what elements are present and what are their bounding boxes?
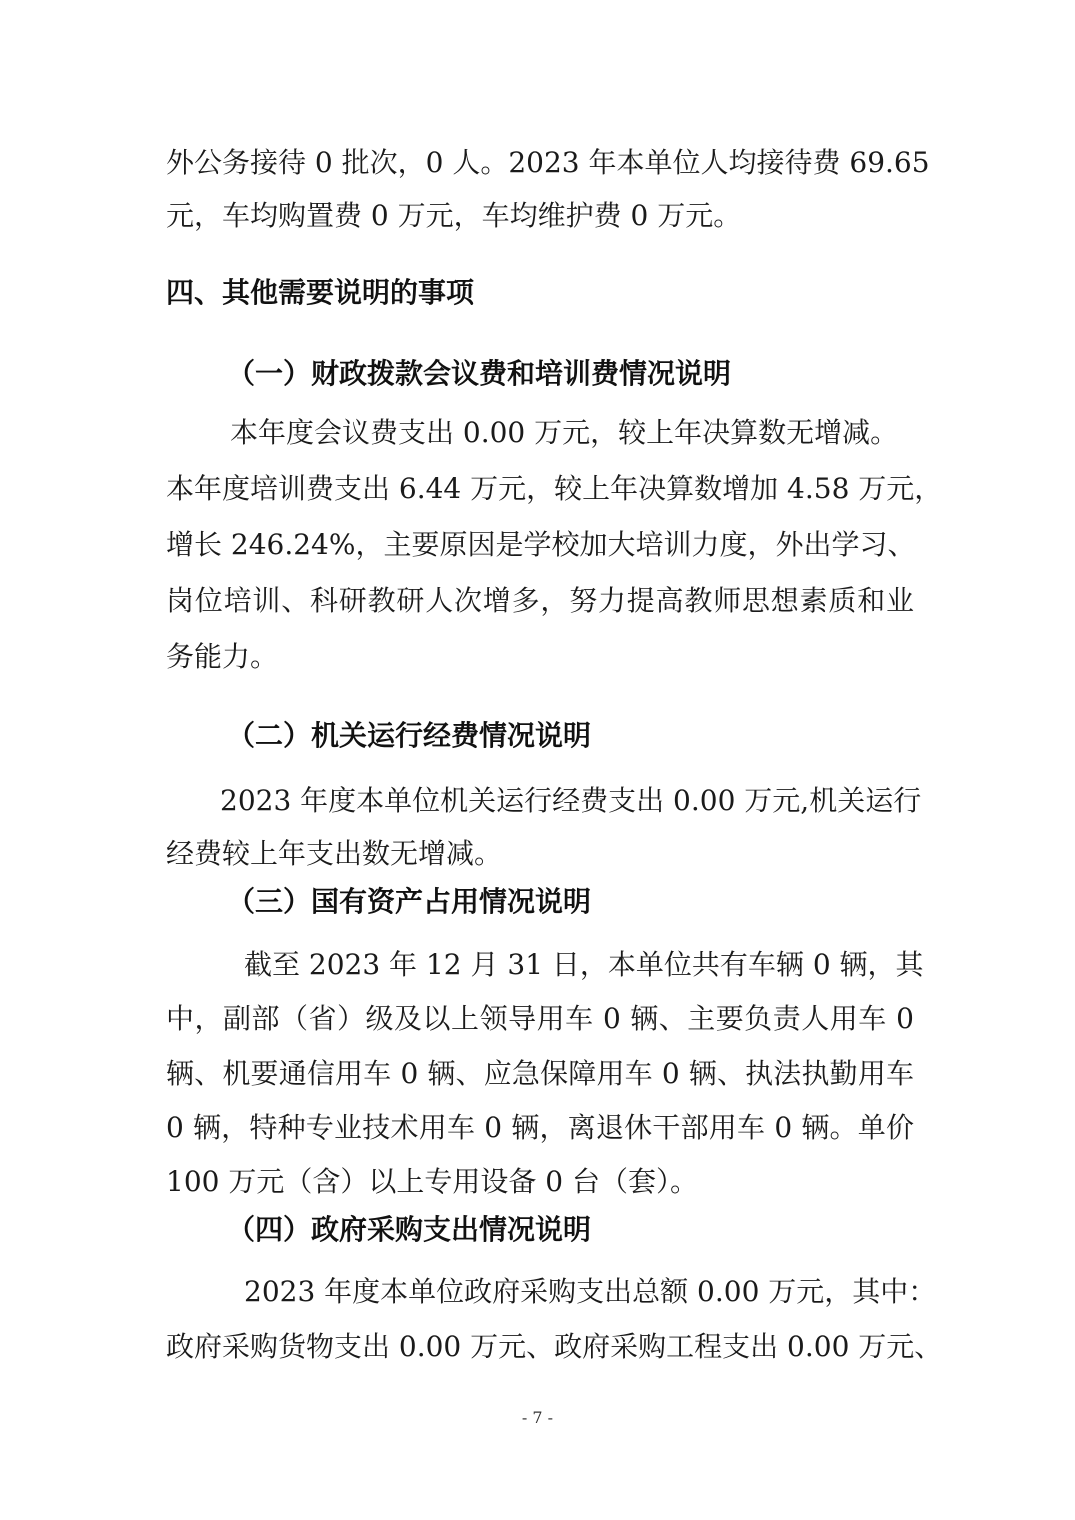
body-text-line: 经费较上年支出数无增减。 — [166, 837, 503, 870]
body-text-line: 政府采购货物支出 0.00 万元、政府采购工程支出 0.00 万元、 — [166, 1330, 943, 1363]
body-text-line: 本年度会议费支出 0.00 万元，较上年决算数无增减。 — [230, 416, 899, 449]
page-number: - 7 - — [521, 1408, 554, 1427]
body-text-line: 中，副部（省）级及以上领导用车 0 辆、主要负责人用车 0 — [166, 1002, 914, 1035]
body-text-line: 增长 246.24%，主要原因是学校加大培训力度，外出学习、 — [166, 528, 916, 561]
body-text-line: 元，车均购置费 0 万元，车均维护费 0 万元。 — [166, 199, 742, 232]
body-text-line: 截至 2023 年 12 月 31 日，本单位共有车辆 0 辆，其 — [244, 948, 924, 981]
body-text-line: 2023 年度本单位机关运行经费支出 0.00 万元,机关运行 — [220, 784, 922, 817]
subsection-heading: （四）政府采购支出情况说明 — [227, 1213, 592, 1246]
subsection-heading: （二）机关运行经费情况说明 — [227, 719, 592, 752]
body-text-line: 0 辆，特种专业技术用车 0 辆，离退休干部用车 0 辆。单价 — [166, 1111, 914, 1144]
section-heading: 四、其他需要说明的事项 — [166, 276, 475, 309]
body-text-line: 务能力。 — [166, 640, 279, 673]
body-text-line: 100 万元（含）以上专用设备 0 台（套）。 — [166, 1165, 698, 1198]
body-text-line: 岗位培训、科研教研人次增多，努力提高教师思想素质和业 — [166, 584, 914, 617]
body-text-line: 辆、机要通信用车 0 辆、应急保障用车 0 辆、执法执勤用车 — [166, 1057, 914, 1090]
body-text-line: 本年度培训费支出 6.44 万元，较上年决算数增加 4.58 万元， — [166, 472, 943, 505]
subsection-heading: （一）财政拨款会议费和培训费情况说明 — [227, 357, 732, 390]
body-text-line: 2023 年度本单位政府采购支出总额 0.00 万元，其中： — [244, 1275, 937, 1308]
body-text-line: 外公务接待 0 批次，0 人。2023 年本单位人均接待费 69.65 — [166, 146, 930, 179]
subsection-heading: （三）国有资产占用情况说明 — [227, 885, 592, 918]
